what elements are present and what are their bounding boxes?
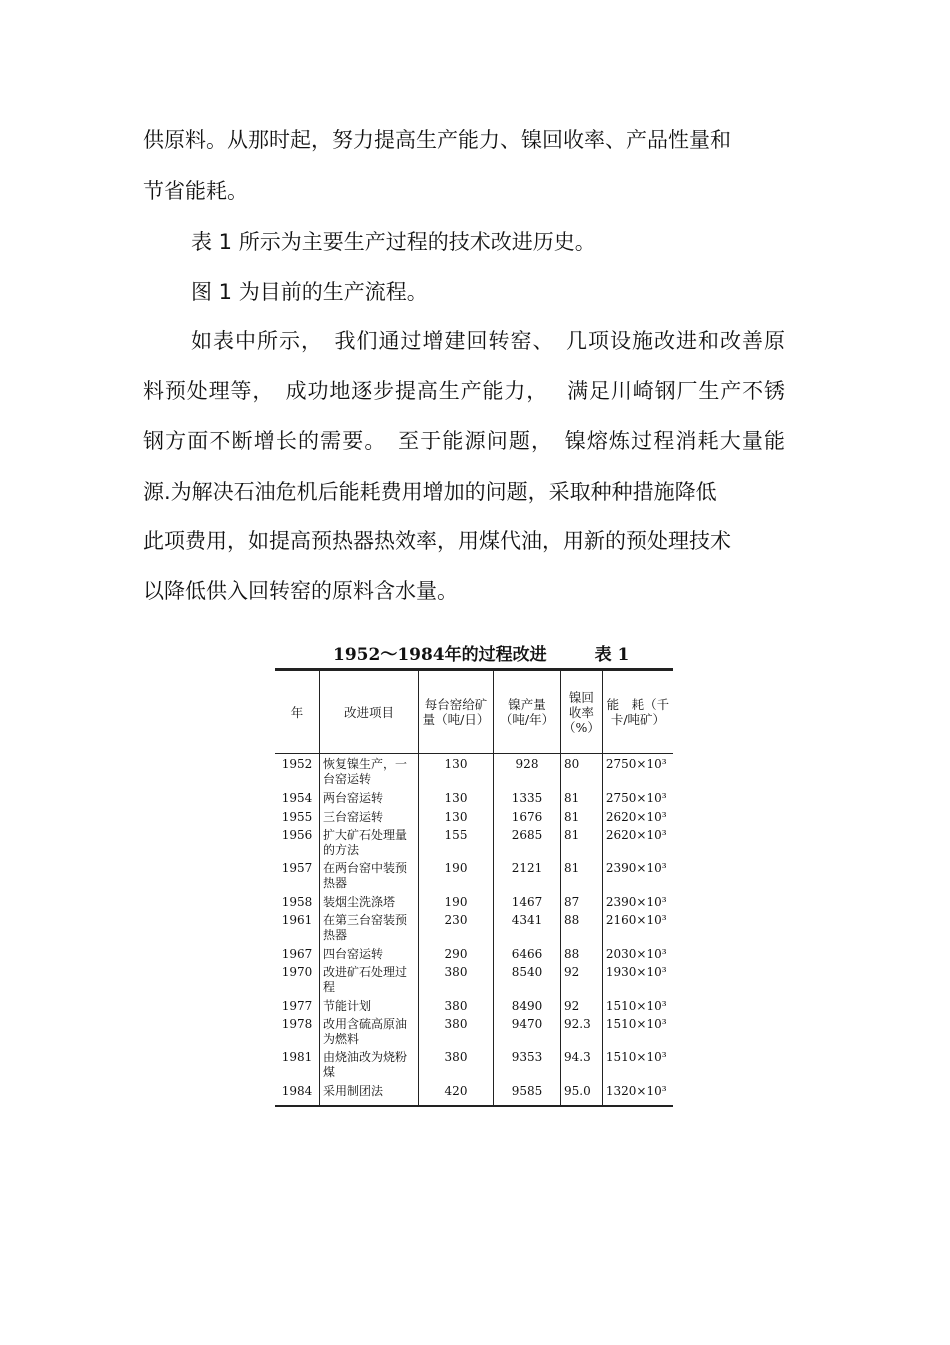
cell-energy: 2620×10³ (602, 825, 673, 858)
table-row (275, 1080, 673, 1106)
cell-item: 在两台窑中装预热器 (320, 858, 419, 891)
cell-energy: 1510×10³ (602, 1047, 673, 1080)
cell-year: 1978 (281, 1017, 313, 1031)
cell-item: 四台窑运转 (320, 943, 419, 962)
table-row (275, 806, 673, 825)
cell-year: 1957 (281, 861, 313, 875)
cell-feed: 420 (419, 1080, 494, 1106)
table-caption (333, 640, 629, 665)
cell-production: 1676 (494, 806, 561, 825)
cell-item: 改用含硫高原油为燃料 (320, 1014, 419, 1047)
header-energy: 能 耗（千卡/吨矿） (602, 670, 673, 754)
cell-energy: 2390×10³ (602, 891, 673, 910)
cell-item: 装烟尘洗涤塔 (320, 891, 419, 910)
paragraph-line: 如表中所示， 我们通过增建回转窑、 几项设施改进和改善原 (191, 329, 785, 353)
cell-feed: 290 (419, 943, 494, 962)
process-improvement-table (275, 668, 673, 1107)
cell-recovery: 87 (561, 891, 603, 910)
paragraph-line: 钢方面不断增长的需要。 至于能源问题， 镍熔炼过程消耗大量能 (143, 429, 785, 453)
cell-feed: 155 (419, 825, 494, 858)
paragraph-line: 供原料。从那时起，努力提高生产能力、镍回收率、产品性量和 (143, 128, 731, 152)
cell-year: 1981 (281, 1050, 313, 1064)
cell-energy: 1510×10³ (602, 1014, 673, 1047)
table-row (275, 962, 673, 995)
table-row (275, 910, 673, 943)
cell-production: 8540 (494, 962, 561, 995)
cell-item: 扩大矿石处理量的方法 (320, 825, 419, 858)
cell-item: 由烧油改为烧粉煤 (320, 1047, 419, 1080)
cell-feed: 130 (419, 754, 494, 788)
cell-energy: 2750×10³ (602, 754, 673, 788)
cell-recovery: 80 (561, 754, 603, 788)
cell-production: 2685 (494, 825, 561, 858)
cell-recovery: 81 (561, 787, 603, 806)
cell-energy: 2390×10³ (602, 858, 673, 891)
cell-feed: 380 (419, 1014, 494, 1047)
cell-feed: 230 (419, 910, 494, 943)
cell-feed: 380 (419, 1047, 494, 1080)
cell-item: 采用制团法 (320, 1080, 419, 1106)
cell-recovery: 88 (561, 910, 603, 943)
paragraph-line: 源.为解决石油危机后能耗费用增加的问题，采取种种措施降低 (143, 480, 717, 504)
table-title: 1952～1984年的过程改进 (333, 645, 547, 665)
cell-feed: 130 (419, 787, 494, 806)
cell-item: 节能计划 (320, 995, 419, 1014)
cell-feed: 190 (419, 891, 494, 910)
cell-recovery: 92.3 (561, 1014, 603, 1047)
paragraph-line: 节省能耗。 (143, 179, 248, 203)
cell-recovery: 92 (561, 962, 603, 995)
cell-production: 9585 (494, 1080, 561, 1106)
cell-item: 改进矿石处理过程 (320, 962, 419, 995)
cell-production: 9353 (494, 1047, 561, 1080)
cell-year: 1967 (281, 947, 313, 961)
paragraph-line: 料预处理等， 成功地逐步提高生产能力， 满足川崎钢厂生产不锈 (143, 379, 785, 403)
cell-energy: 2620×10³ (602, 806, 673, 825)
table-row (275, 943, 673, 962)
cell-energy: 1320×10³ (602, 1080, 673, 1106)
table-header-row (275, 670, 673, 754)
cell-recovery: 88 (561, 943, 603, 962)
cell-recovery: 81 (561, 806, 603, 825)
cell-item: 恢复镍生产，一台窑运转 (320, 754, 419, 788)
cell-feed: 380 (419, 962, 494, 995)
cell-item: 两台窑运转 (320, 787, 419, 806)
header-item: 改进项目 (320, 670, 419, 754)
table-row (275, 1014, 673, 1047)
header-recovery: 镍回收率（%） (561, 670, 603, 754)
cell-year: 1958 (281, 895, 313, 909)
table-row (275, 787, 673, 806)
table-number: 表 1 (594, 645, 630, 665)
cell-production: 8490 (494, 995, 561, 1014)
cell-year: 1984 (275, 1080, 320, 1106)
cell-year: 1955 (281, 810, 313, 824)
cell-feed: 130 (419, 806, 494, 825)
cell-production: 4341 (494, 910, 561, 943)
cell-recovery: 81 (561, 825, 603, 858)
cell-recovery: 81 (561, 858, 603, 891)
cell-production: 1335 (494, 787, 561, 806)
cell-item: 三台窑运转 (320, 806, 419, 825)
cell-year: 1954 (281, 791, 313, 805)
cell-production: 2121 (494, 858, 561, 891)
cell-recovery: 94.3 (561, 1047, 603, 1080)
table-row (275, 891, 673, 910)
header-year: 年 (275, 670, 320, 754)
header-feed: 每台窑给矿 量（吨/日） (419, 670, 494, 754)
paragraph-line: 此项费用，如提高预热器热效率，用煤代油，用新的预处理技术 (143, 529, 731, 553)
table-body (275, 754, 673, 1107)
cell-year: 1956 (281, 828, 313, 842)
cell-item: 在第三台窑装预热器 (320, 910, 419, 943)
cell-production: 6466 (494, 943, 561, 962)
header-production: 镍产量（吨/年） (494, 670, 561, 754)
table-row (275, 858, 673, 891)
cell-energy: 1930×10³ (602, 962, 673, 995)
cell-energy: 1510×10³ (602, 995, 673, 1014)
table-row (275, 825, 673, 858)
cell-recovery: 95.0 (561, 1080, 603, 1106)
cell-year: 1952 (281, 757, 313, 771)
cell-year: 1970 (281, 965, 313, 979)
cell-year: 1961 (281, 913, 313, 927)
cell-production: 928 (494, 754, 561, 788)
cell-production: 9470 (494, 1014, 561, 1047)
cell-feed: 380 (419, 995, 494, 1014)
cell-production: 1467 (494, 891, 561, 910)
cell-energy: 2160×10³ (602, 910, 673, 943)
table-row (275, 1047, 673, 1080)
cell-feed: 190 (419, 858, 494, 891)
cell-year: 1977 (281, 999, 313, 1013)
table-row (275, 754, 673, 788)
paragraph-line: 以降低供入回转窑的原料含水量。 (143, 579, 458, 603)
cell-recovery: 92 (561, 995, 603, 1014)
cell-energy: 2030×10³ (602, 943, 673, 962)
cell-energy: 2750×10³ (602, 787, 673, 806)
paragraph-line: 图 1 为目前的生产流程。 (191, 280, 428, 304)
paragraph-line: 表 1 所示为主要生产过程的技术改进历史。 (191, 230, 596, 254)
table-row (275, 995, 673, 1014)
